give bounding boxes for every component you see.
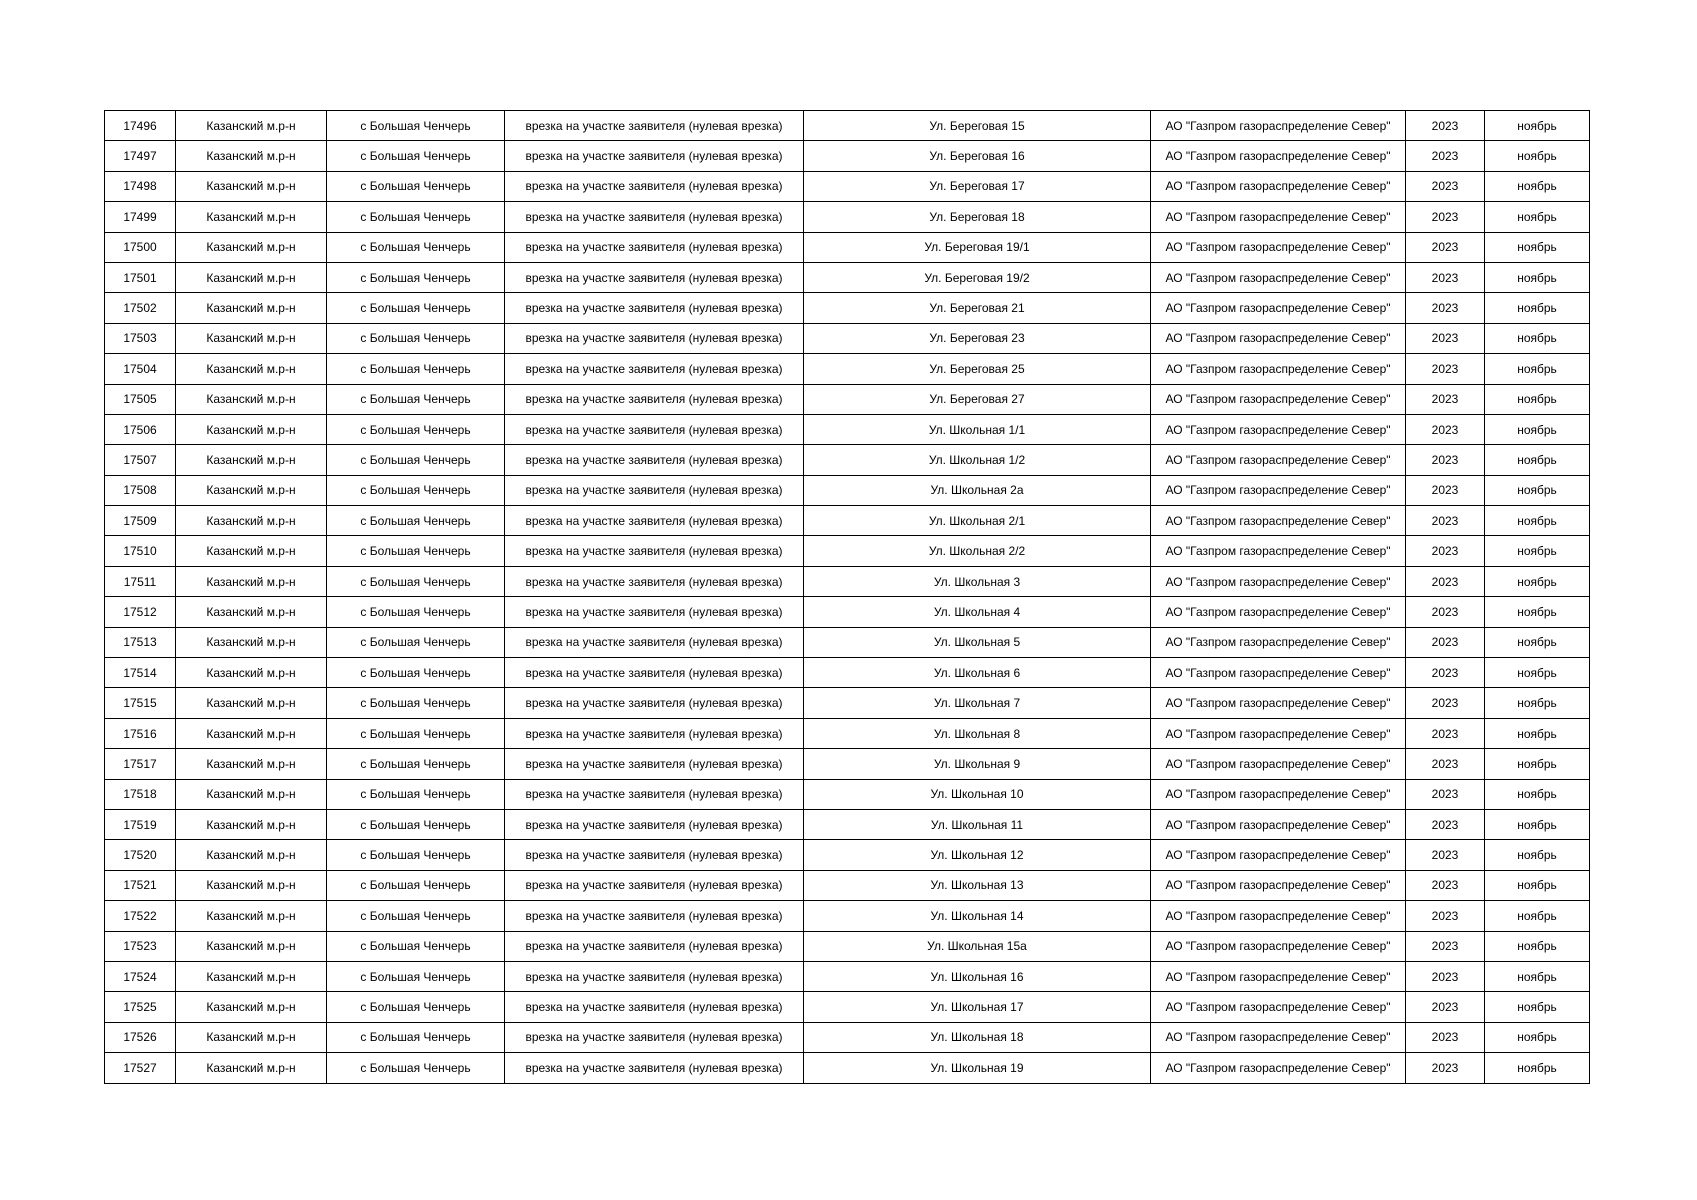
settlement-cell: с Большая Ченчерь	[327, 536, 505, 566]
row-number-cell: 17513	[105, 627, 176, 657]
month-cell: ноябрь	[1485, 1053, 1590, 1083]
organization-cell: АО "Газпром газораспределение Север"	[1151, 262, 1406, 292]
district-cell: Казанский м.р-н	[176, 809, 327, 839]
work-type-cell: врезка на участке заявителя (нулевая врезка)	[505, 1053, 804, 1083]
row-number-cell: 17517	[105, 749, 176, 779]
table-row	[105, 840, 1590, 870]
organization-cell: АО "Газпром газораспределение Север"	[1151, 536, 1406, 566]
month-cell: ноябрь	[1485, 141, 1590, 171]
settlement-cell: с Большая Ченчерь	[327, 506, 505, 536]
row-number-cell: 17516	[105, 718, 176, 748]
table-row	[105, 384, 1590, 414]
settlement-cell: с Большая Ченчерь	[327, 749, 505, 779]
year-cell: 2023	[1406, 202, 1485, 232]
month-cell: ноябрь	[1485, 809, 1590, 839]
address-cell: Ул. Школьная 1/1	[804, 414, 1151, 444]
row-number-cell: 17520	[105, 840, 176, 870]
month-cell: ноябрь	[1485, 111, 1590, 141]
address-cell: Ул. Школьная 6	[804, 658, 1151, 688]
organization-cell: АО "Газпром газораспределение Север"	[1151, 111, 1406, 141]
address-cell: Ул. Школьная 13	[804, 870, 1151, 900]
table-row	[105, 688, 1590, 718]
settlement-cell: с Большая Ченчерь	[327, 718, 505, 748]
year-cell: 2023	[1406, 779, 1485, 809]
address-cell: Ул. Школьная 11	[804, 809, 1151, 839]
row-number-cell: 17507	[105, 445, 176, 475]
organization-cell: АО "Газпром газораспределение Север"	[1151, 870, 1406, 900]
work-type-cell: врезка на участке заявителя (нулевая врезка)	[505, 323, 804, 353]
work-type-cell: врезка на участке заявителя (нулевая врезка)	[505, 718, 804, 748]
row-number-cell: 17511	[105, 566, 176, 596]
district-cell: Казанский м.р-н	[176, 1053, 327, 1083]
address-cell: Ул. Береговая 15	[804, 111, 1151, 141]
organization-cell: АО "Газпром газораспределение Север"	[1151, 809, 1406, 839]
row-number-cell: 17497	[105, 141, 176, 171]
month-cell: ноябрь	[1485, 931, 1590, 961]
table-row	[105, 171, 1590, 201]
address-cell: Ул. Школьная 8	[804, 718, 1151, 748]
table-row	[105, 870, 1590, 900]
settlement-cell: с Большая Ченчерь	[327, 293, 505, 323]
month-cell: ноябрь	[1485, 688, 1590, 718]
district-cell: Казанский м.р-н	[176, 992, 327, 1022]
table-row	[105, 1053, 1590, 1083]
row-number-cell: 17504	[105, 354, 176, 384]
year-cell: 2023	[1406, 901, 1485, 931]
table-row	[105, 232, 1590, 262]
table-row	[105, 536, 1590, 566]
year-cell: 2023	[1406, 597, 1485, 627]
row-number-cell: 17519	[105, 809, 176, 839]
month-cell: ноябрь	[1485, 658, 1590, 688]
district-cell: Казанский м.р-н	[176, 658, 327, 688]
month-cell: ноябрь	[1485, 414, 1590, 444]
work-type-cell: врезка на участке заявителя (нулевая врезка)	[505, 141, 804, 171]
settlement-cell: с Большая Ченчерь	[327, 262, 505, 292]
organization-cell: АО "Газпром газораспределение Север"	[1151, 506, 1406, 536]
table-row	[105, 566, 1590, 596]
settlement-cell: с Большая Ченчерь	[327, 1022, 505, 1052]
table-row	[105, 141, 1590, 171]
district-cell: Казанский м.р-н	[176, 262, 327, 292]
month-cell: ноябрь	[1485, 901, 1590, 931]
district-cell: Казанский м.р-н	[176, 840, 327, 870]
row-number-cell: 17508	[105, 475, 176, 505]
row-number-cell: 17515	[105, 688, 176, 718]
work-type-cell: врезка на участке заявителя (нулевая врезка)	[505, 566, 804, 596]
row-number-cell: 17502	[105, 293, 176, 323]
month-cell: ноябрь	[1485, 718, 1590, 748]
address-cell: Ул. Береговая 25	[804, 354, 1151, 384]
row-number-cell: 17521	[105, 870, 176, 900]
work-type-cell: врезка на участке заявителя (нулевая врезка)	[505, 445, 804, 475]
district-cell: Казанский м.р-н	[176, 354, 327, 384]
work-type-cell: врезка на участке заявителя (нулевая врезка)	[505, 840, 804, 870]
work-type-cell: врезка на участке заявителя (нулевая врезка)	[505, 992, 804, 1022]
district-cell: Казанский м.р-н	[176, 779, 327, 809]
address-cell: Ул. Школьная 19	[804, 1053, 1151, 1083]
organization-cell: АО "Газпром газораспределение Север"	[1151, 992, 1406, 1022]
table-row	[105, 445, 1590, 475]
district-cell: Казанский м.р-н	[176, 931, 327, 961]
year-cell: 2023	[1406, 475, 1485, 505]
settlement-cell: с Большая Ченчерь	[327, 323, 505, 353]
row-number-cell: 17509	[105, 506, 176, 536]
address-cell: Ул. Школьная 15а	[804, 931, 1151, 961]
month-cell: ноябрь	[1485, 262, 1590, 292]
month-cell: ноябрь	[1485, 870, 1590, 900]
district-cell: Казанский м.р-н	[176, 718, 327, 748]
month-cell: ноябрь	[1485, 354, 1590, 384]
organization-cell: АО "Газпром газораспределение Север"	[1151, 931, 1406, 961]
year-cell: 2023	[1406, 931, 1485, 961]
address-cell: Ул. Береговая 19/1	[804, 232, 1151, 262]
address-cell: Ул. Береговая 16	[804, 141, 1151, 171]
document-page	[104, 110, 1590, 1084]
district-cell: Казанский м.р-н	[176, 901, 327, 931]
row-number-cell: 17505	[105, 384, 176, 414]
year-cell: 2023	[1406, 718, 1485, 748]
row-number-cell: 17518	[105, 779, 176, 809]
work-type-cell: врезка на участке заявителя (нулевая врезка)	[505, 384, 804, 414]
settlement-cell: с Большая Ченчерь	[327, 414, 505, 444]
work-type-cell: врезка на участке заявителя (нулевая врезка)	[505, 202, 804, 232]
month-cell: ноябрь	[1485, 749, 1590, 779]
settlement-cell: с Большая Ченчерь	[327, 566, 505, 596]
organization-cell: АО "Газпром газораспределение Север"	[1151, 323, 1406, 353]
settlement-cell: с Большая Ченчерь	[327, 111, 505, 141]
table-row	[105, 658, 1590, 688]
month-cell: ноябрь	[1485, 1022, 1590, 1052]
month-cell: ноябрь	[1485, 597, 1590, 627]
settlement-cell: с Большая Ченчерь	[327, 597, 505, 627]
work-type-cell: врезка на участке заявителя (нулевая врезка)	[505, 536, 804, 566]
settlement-cell: с Большая Ченчерь	[327, 202, 505, 232]
year-cell: 2023	[1406, 171, 1485, 201]
work-type-cell: врезка на участке заявителя (нулевая врезка)	[505, 262, 804, 292]
work-type-cell: врезка на участке заявителя (нулевая врезка)	[505, 232, 804, 262]
year-cell: 2023	[1406, 749, 1485, 779]
address-cell: Ул. Школьная 4	[804, 597, 1151, 627]
year-cell: 2023	[1406, 1022, 1485, 1052]
year-cell: 2023	[1406, 566, 1485, 596]
month-cell: ноябрь	[1485, 202, 1590, 232]
table-row	[105, 901, 1590, 931]
table-row	[105, 202, 1590, 232]
organization-cell: АО "Газпром газораспределение Север"	[1151, 475, 1406, 505]
row-number-cell: 17500	[105, 232, 176, 262]
organization-cell: АО "Газпром газораспределение Север"	[1151, 718, 1406, 748]
month-cell: ноябрь	[1485, 171, 1590, 201]
address-cell: Ул. Школьная 9	[804, 749, 1151, 779]
organization-cell: АО "Газпром газораспределение Север"	[1151, 566, 1406, 596]
organization-cell: АО "Газпром газораспределение Север"	[1151, 445, 1406, 475]
district-cell: Казанский м.р-н	[176, 384, 327, 414]
table-body	[105, 111, 1590, 1084]
district-cell: Казанский м.р-н	[176, 445, 327, 475]
table-row	[105, 414, 1590, 444]
row-number-cell: 17524	[105, 961, 176, 991]
work-type-cell: врезка на участке заявителя (нулевая врезка)	[505, 658, 804, 688]
district-cell: Казанский м.р-н	[176, 232, 327, 262]
address-cell: Ул. Школьная 14	[804, 901, 1151, 931]
settlement-cell: с Большая Ченчерь	[327, 840, 505, 870]
settlement-cell: с Большая Ченчерь	[327, 870, 505, 900]
address-cell: Ул. Береговая 23	[804, 323, 1151, 353]
work-type-cell: врезка на участке заявителя (нулевая врезка)	[505, 597, 804, 627]
work-type-cell: врезка на участке заявителя (нулевая врезка)	[505, 870, 804, 900]
month-cell: ноябрь	[1485, 536, 1590, 566]
organization-cell: АО "Газпром газораспределение Север"	[1151, 749, 1406, 779]
table-row	[105, 323, 1590, 353]
row-number-cell: 17525	[105, 992, 176, 1022]
table-row	[105, 506, 1590, 536]
address-cell: Ул. Береговая 21	[804, 293, 1151, 323]
table-row	[105, 718, 1590, 748]
row-number-cell: 17503	[105, 323, 176, 353]
table-row	[105, 293, 1590, 323]
settlement-cell: с Большая Ченчерь	[327, 141, 505, 171]
settlement-cell: с Большая Ченчерь	[327, 992, 505, 1022]
district-cell: Казанский м.р-н	[176, 475, 327, 505]
organization-cell: АО "Газпром газораспределение Север"	[1151, 1022, 1406, 1052]
year-cell: 2023	[1406, 384, 1485, 414]
row-number-cell: 17514	[105, 658, 176, 688]
row-number-cell: 17506	[105, 414, 176, 444]
settlement-cell: с Большая Ченчерь	[327, 627, 505, 657]
row-number-cell: 17522	[105, 901, 176, 931]
organization-cell: АО "Газпром газораспределение Север"	[1151, 384, 1406, 414]
year-cell: 2023	[1406, 870, 1485, 900]
year-cell: 2023	[1406, 992, 1485, 1022]
address-cell: Ул. Школьная 1/2	[804, 445, 1151, 475]
year-cell: 2023	[1406, 232, 1485, 262]
work-type-cell: врезка на участке заявителя (нулевая врезка)	[505, 809, 804, 839]
district-cell: Казанский м.р-н	[176, 323, 327, 353]
organization-cell: АО "Газпром газораспределение Север"	[1151, 202, 1406, 232]
organization-cell: АО "Газпром газораспределение Север"	[1151, 901, 1406, 931]
month-cell: ноябрь	[1485, 961, 1590, 991]
year-cell: 2023	[1406, 627, 1485, 657]
table-row	[105, 597, 1590, 627]
row-number-cell: 17526	[105, 1022, 176, 1052]
address-cell: Ул. Береговая 17	[804, 171, 1151, 201]
work-type-cell: врезка на участке заявителя (нулевая врезка)	[505, 475, 804, 505]
table-row	[105, 1022, 1590, 1052]
district-cell: Казанский м.р-н	[176, 688, 327, 718]
district-cell: Казанский м.р-н	[176, 749, 327, 779]
gasification-table	[104, 110, 1590, 1084]
table-row	[105, 475, 1590, 505]
year-cell: 2023	[1406, 141, 1485, 171]
settlement-cell: с Большая Ченчерь	[327, 688, 505, 718]
address-cell: Ул. Школьная 3	[804, 566, 1151, 596]
address-cell: Ул. Школьная 2а	[804, 475, 1151, 505]
table-row	[105, 749, 1590, 779]
year-cell: 2023	[1406, 111, 1485, 141]
settlement-cell: с Большая Ченчерь	[327, 445, 505, 475]
district-cell: Казанский м.р-н	[176, 536, 327, 566]
address-cell: Ул. Береговая 18	[804, 202, 1151, 232]
work-type-cell: врезка на участке заявителя (нулевая врезка)	[505, 901, 804, 931]
month-cell: ноябрь	[1485, 293, 1590, 323]
month-cell: ноябрь	[1485, 992, 1590, 1022]
work-type-cell: врезка на участке заявителя (нулевая врезка)	[505, 111, 804, 141]
work-type-cell: врезка на участке заявителя (нулевая врезка)	[505, 688, 804, 718]
year-cell: 2023	[1406, 1053, 1485, 1083]
table-row	[105, 779, 1590, 809]
month-cell: ноябрь	[1485, 627, 1590, 657]
table-row	[105, 809, 1590, 839]
row-number-cell: 17510	[105, 536, 176, 566]
address-cell: Ул. Школьная 5	[804, 627, 1151, 657]
table-row	[105, 262, 1590, 292]
work-type-cell: врезка на участке заявителя (нулевая врезка)	[505, 171, 804, 201]
district-cell: Казанский м.р-н	[176, 961, 327, 991]
district-cell: Казанский м.р-н	[176, 414, 327, 444]
month-cell: ноябрь	[1485, 232, 1590, 262]
row-number-cell: 17523	[105, 931, 176, 961]
address-cell: Ул. Школьная 16	[804, 961, 1151, 991]
organization-cell: АО "Газпром газораспределение Север"	[1151, 414, 1406, 444]
work-type-cell: врезка на участке заявителя (нулевая врезка)	[505, 506, 804, 536]
year-cell: 2023	[1406, 445, 1485, 475]
district-cell: Казанский м.р-н	[176, 202, 327, 232]
work-type-cell: врезка на участке заявителя (нулевая врезка)	[505, 293, 804, 323]
organization-cell: АО "Газпром газораспределение Север"	[1151, 293, 1406, 323]
organization-cell: АО "Газпром газораспределение Север"	[1151, 658, 1406, 688]
settlement-cell: с Большая Ченчерь	[327, 354, 505, 384]
organization-cell: АО "Газпром газораспределение Север"	[1151, 354, 1406, 384]
organization-cell: АО "Газпром газораспределение Север"	[1151, 779, 1406, 809]
table-row	[105, 992, 1590, 1022]
district-cell: Казанский м.р-н	[176, 141, 327, 171]
address-cell: Ул. Школьная 12	[804, 840, 1151, 870]
year-cell: 2023	[1406, 536, 1485, 566]
district-cell: Казанский м.р-н	[176, 111, 327, 141]
row-number-cell: 17498	[105, 171, 176, 201]
settlement-cell: с Большая Ченчерь	[327, 232, 505, 262]
table-row	[105, 111, 1590, 141]
organization-cell: АО "Газпром газораспределение Север"	[1151, 141, 1406, 171]
settlement-cell: с Большая Ченчерь	[327, 475, 505, 505]
district-cell: Казанский м.р-н	[176, 293, 327, 323]
organization-cell: АО "Газпром газораспределение Север"	[1151, 840, 1406, 870]
row-number-cell: 17499	[105, 202, 176, 232]
address-cell: Ул. Береговая 27	[804, 384, 1151, 414]
month-cell: ноябрь	[1485, 475, 1590, 505]
work-type-cell: врезка на участке заявителя (нулевая врезка)	[505, 414, 804, 444]
organization-cell: АО "Газпром газораспределение Север"	[1151, 1053, 1406, 1083]
table-row	[105, 961, 1590, 991]
work-type-cell: врезка на участке заявителя (нулевая врезка)	[505, 961, 804, 991]
address-cell: Ул. Школьная 10	[804, 779, 1151, 809]
settlement-cell: с Большая Ченчерь	[327, 384, 505, 414]
year-cell: 2023	[1406, 961, 1485, 991]
row-number-cell: 17527	[105, 1053, 176, 1083]
district-cell: Казанский м.р-н	[176, 870, 327, 900]
address-cell: Ул. Школьная 17	[804, 992, 1151, 1022]
year-cell: 2023	[1406, 323, 1485, 353]
settlement-cell: с Большая Ченчерь	[327, 901, 505, 931]
address-cell: Ул. Школьная 7	[804, 688, 1151, 718]
year-cell: 2023	[1406, 840, 1485, 870]
year-cell: 2023	[1406, 262, 1485, 292]
month-cell: ноябрь	[1485, 506, 1590, 536]
work-type-cell: врезка на участке заявителя (нулевая врезка)	[505, 1022, 804, 1052]
address-cell: Ул. Школьная 2/2	[804, 536, 1151, 566]
table-row	[105, 931, 1590, 961]
address-cell: Ул. Береговая 19/2	[804, 262, 1151, 292]
district-cell: Казанский м.р-н	[176, 597, 327, 627]
settlement-cell: с Большая Ченчерь	[327, 779, 505, 809]
month-cell: ноябрь	[1485, 323, 1590, 353]
year-cell: 2023	[1406, 809, 1485, 839]
year-cell: 2023	[1406, 414, 1485, 444]
settlement-cell: с Большая Ченчерь	[327, 658, 505, 688]
row-number-cell: 17496	[105, 111, 176, 141]
settlement-cell: с Большая Ченчерь	[327, 931, 505, 961]
row-number-cell: 17501	[105, 262, 176, 292]
organization-cell: АО "Газпром газораспределение Север"	[1151, 232, 1406, 262]
year-cell: 2023	[1406, 688, 1485, 718]
table-row	[105, 627, 1590, 657]
work-type-cell: врезка на участке заявителя (нулевая врезка)	[505, 779, 804, 809]
month-cell: ноябрь	[1485, 840, 1590, 870]
settlement-cell: с Большая Ченчерь	[327, 171, 505, 201]
year-cell: 2023	[1406, 293, 1485, 323]
district-cell: Казанский м.р-н	[176, 506, 327, 536]
district-cell: Казанский м.р-н	[176, 1022, 327, 1052]
organization-cell: АО "Газпром газораспределение Север"	[1151, 688, 1406, 718]
year-cell: 2023	[1406, 354, 1485, 384]
month-cell: ноябрь	[1485, 384, 1590, 414]
district-cell: Казанский м.р-н	[176, 171, 327, 201]
work-type-cell: врезка на участке заявителя (нулевая врезка)	[505, 354, 804, 384]
settlement-cell: с Большая Ченчерь	[327, 1053, 505, 1083]
work-type-cell: врезка на участке заявителя (нулевая врезка)	[505, 627, 804, 657]
month-cell: ноябрь	[1485, 566, 1590, 596]
settlement-cell: с Большая Ченчерь	[327, 961, 505, 991]
organization-cell: АО "Газпром газораспределение Север"	[1151, 627, 1406, 657]
work-type-cell: врезка на участке заявителя (нулевая врезка)	[505, 931, 804, 961]
district-cell: Казанский м.р-н	[176, 627, 327, 657]
month-cell: ноябрь	[1485, 779, 1590, 809]
month-cell: ноябрь	[1485, 445, 1590, 475]
work-type-cell: врезка на участке заявителя (нулевая врезка)	[505, 749, 804, 779]
year-cell: 2023	[1406, 506, 1485, 536]
table-row	[105, 354, 1590, 384]
organization-cell: АО "Газпром газораспределение Север"	[1151, 961, 1406, 991]
address-cell: Ул. Школьная 18	[804, 1022, 1151, 1052]
year-cell: 2023	[1406, 658, 1485, 688]
organization-cell: АО "Газпром газораспределение Север"	[1151, 597, 1406, 627]
organization-cell: АО "Газпром газораспределение Север"	[1151, 171, 1406, 201]
address-cell: Ул. Школьная 2/1	[804, 506, 1151, 536]
row-number-cell: 17512	[105, 597, 176, 627]
settlement-cell: с Большая Ченчерь	[327, 809, 505, 839]
district-cell: Казанский м.р-н	[176, 566, 327, 596]
